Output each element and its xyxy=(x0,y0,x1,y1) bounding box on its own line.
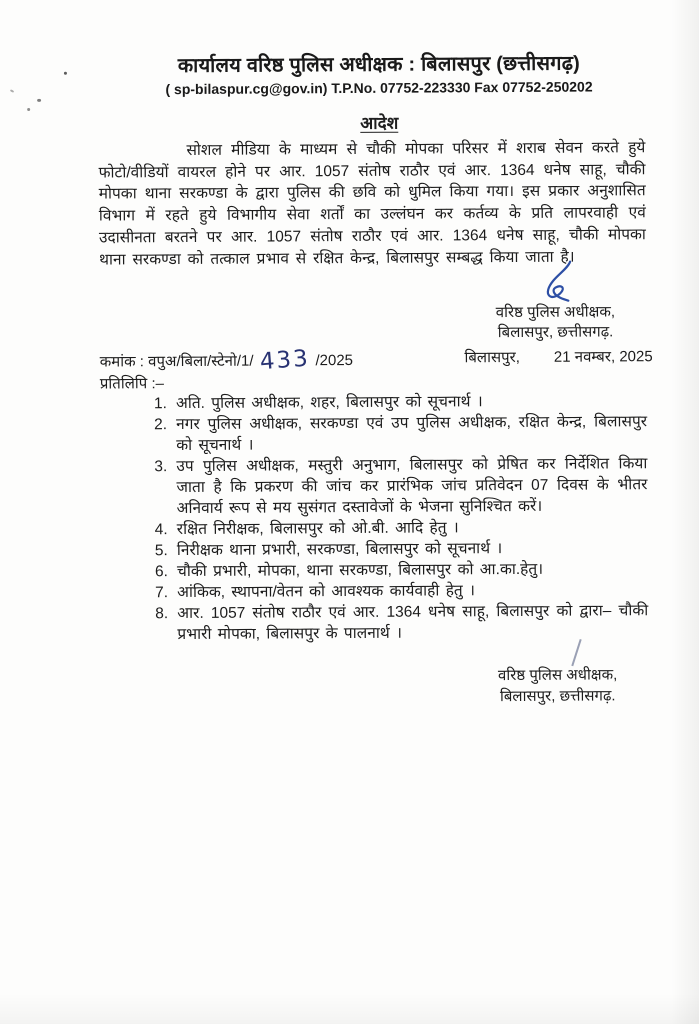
signatory-designation: वरिष्ठ पुलिस अधीक्षक, xyxy=(495,303,616,322)
reference-row xyxy=(99,345,653,376)
signature-ink-bottom xyxy=(571,639,581,666)
reference-year: /2025 xyxy=(315,351,354,370)
list-item-text: चौकी प्रभारी, मोपका, थाना सरकण्डा, बिलासपुर को आ.का.हेतु। xyxy=(176,560,544,581)
signatory-block-top xyxy=(465,302,645,343)
issue-place: बिलासपुर, xyxy=(464,348,520,367)
list-item xyxy=(154,411,647,456)
scan-speck xyxy=(37,99,41,102)
reference-number xyxy=(99,345,354,376)
letterhead xyxy=(106,48,652,97)
list-item-text: अति. पुलिस अधीक्षक, शहर, बिलासपुर को सूचनार्थ । xyxy=(175,393,483,413)
list-item xyxy=(155,537,648,561)
signatory-location: बिलासपुर, छत्तीसगढ़. xyxy=(499,686,616,705)
order-title: आदेश xyxy=(360,113,399,133)
list-item-number: 1. xyxy=(153,395,167,413)
signature-ink-top xyxy=(541,260,581,306)
signatory-block-bottom xyxy=(468,665,648,707)
list-item xyxy=(154,390,647,414)
list-item-text: आर. 1057 संतोष राठौर एवं आर. 1364 धनेष साहू, बिलासपुर को द्वारा– चौकी प्रभारी मोपका, बिलासपुर के पालनार्थ । xyxy=(177,602,649,644)
place-date xyxy=(464,346,652,367)
list-item-number: 3. xyxy=(154,458,168,476)
list-item-text: उप पुलिस अधीक्षक, मस्तुरी अनुभाग, बिलासपुर को प्रेषित कर निर्देशित किया जाता है कि प्रकरण की जांच कर प्रारंभिक जांच प्रतिवेदन 07 दिवस के भीतर अनिवार्य रूप से मय सुसंगत दस्तावेजों के भेजना सुनिश्चित करें। xyxy=(176,455,648,518)
list-item xyxy=(155,579,648,603)
list-item xyxy=(155,516,648,540)
list-item-number: 5. xyxy=(154,542,168,560)
list-item xyxy=(155,558,648,582)
list-item-number: 7. xyxy=(155,584,169,602)
list-item-number: 6. xyxy=(154,563,168,581)
issue-date: 21 नवम्बर, 2025 xyxy=(553,348,653,366)
list-item-text: निरीक्षक थाना प्रभारी, सरकण्डा, बिलासपुर को सूचनार्थ । xyxy=(176,540,503,560)
office-name: कार्यालय वरिष्ठ पुलिस अधीक्षक : बिलासपुर (छत्तीसगढ़) xyxy=(177,52,581,78)
list-item-number: 8. xyxy=(155,605,169,623)
list-item-text: नगर पुलिस अधीक्षक, सरकण्डा एवं उप पुलिस अधीक्षक, रक्षित केन्द्र, बिलासपुर को सूचनार्थ । xyxy=(176,413,648,455)
list-item-text: आंकिक, स्थापना/वेतन को आवश्यक कार्यवाही हेतु । xyxy=(177,582,475,602)
list-item xyxy=(154,453,647,519)
distribution-list xyxy=(154,390,649,645)
handwritten-serial-number: 433 xyxy=(258,345,311,376)
list-item-number: 2. xyxy=(154,416,168,434)
order-body-paragraph: सोशल मीडिया के माध्यम से चौकी मोपका परिसर में शराब सेवन करते हुये फोटो/वीडियों वायरल होने पर आर. 1057 संतोष राठौर एवं आर. 1364 धनेष साहू, चौकी मोपका थाना सरकण्डा के द्वारा पुलिस की छवि को धुमिल किया गया। इस प्रकार अनुशासित विभाग में रहते हुये विभागीय सेवा शर्तों का उल्लंघन कर कर्तव्य के प्रति लापरवाही एवं उदासीनता बरतने पर आर. 1057 संतोष राठौर एवं आर. 1364 धनेष साहू, चौकी मोपका थाना सरकण्डा को तत्काल प्रभाव से रक्षित केन्द्र, बिलासपुर सम्बद्ध किया जाता है। xyxy=(98,139,646,269)
copy-to-label: प्रतिलिपि :– xyxy=(99,375,164,393)
list-item-text: रक्षित निरीक्षक, बिलासपुर को ओ.बी. आदि हेतु । xyxy=(176,519,459,539)
list-item xyxy=(155,600,648,645)
signatory-location: बिलासपुर, छत्तीसगढ़. xyxy=(497,323,614,342)
scan-speck xyxy=(64,72,67,75)
list-item-number: 4. xyxy=(154,521,168,539)
scan-speck xyxy=(10,89,14,93)
signature-stroke xyxy=(548,262,571,301)
reference-label: कमांक : वपुअ/बिला/स्टेनो/1/ xyxy=(99,352,254,371)
signatory-designation: वरिष्ठ पुलिस अधीक्षक, xyxy=(497,666,618,685)
office-contact: ( sp-bilaspur.cg@gov.in) T.P.No. 07752-223330 Fax 07752-250202 xyxy=(165,78,593,98)
scan-speck xyxy=(27,108,30,111)
